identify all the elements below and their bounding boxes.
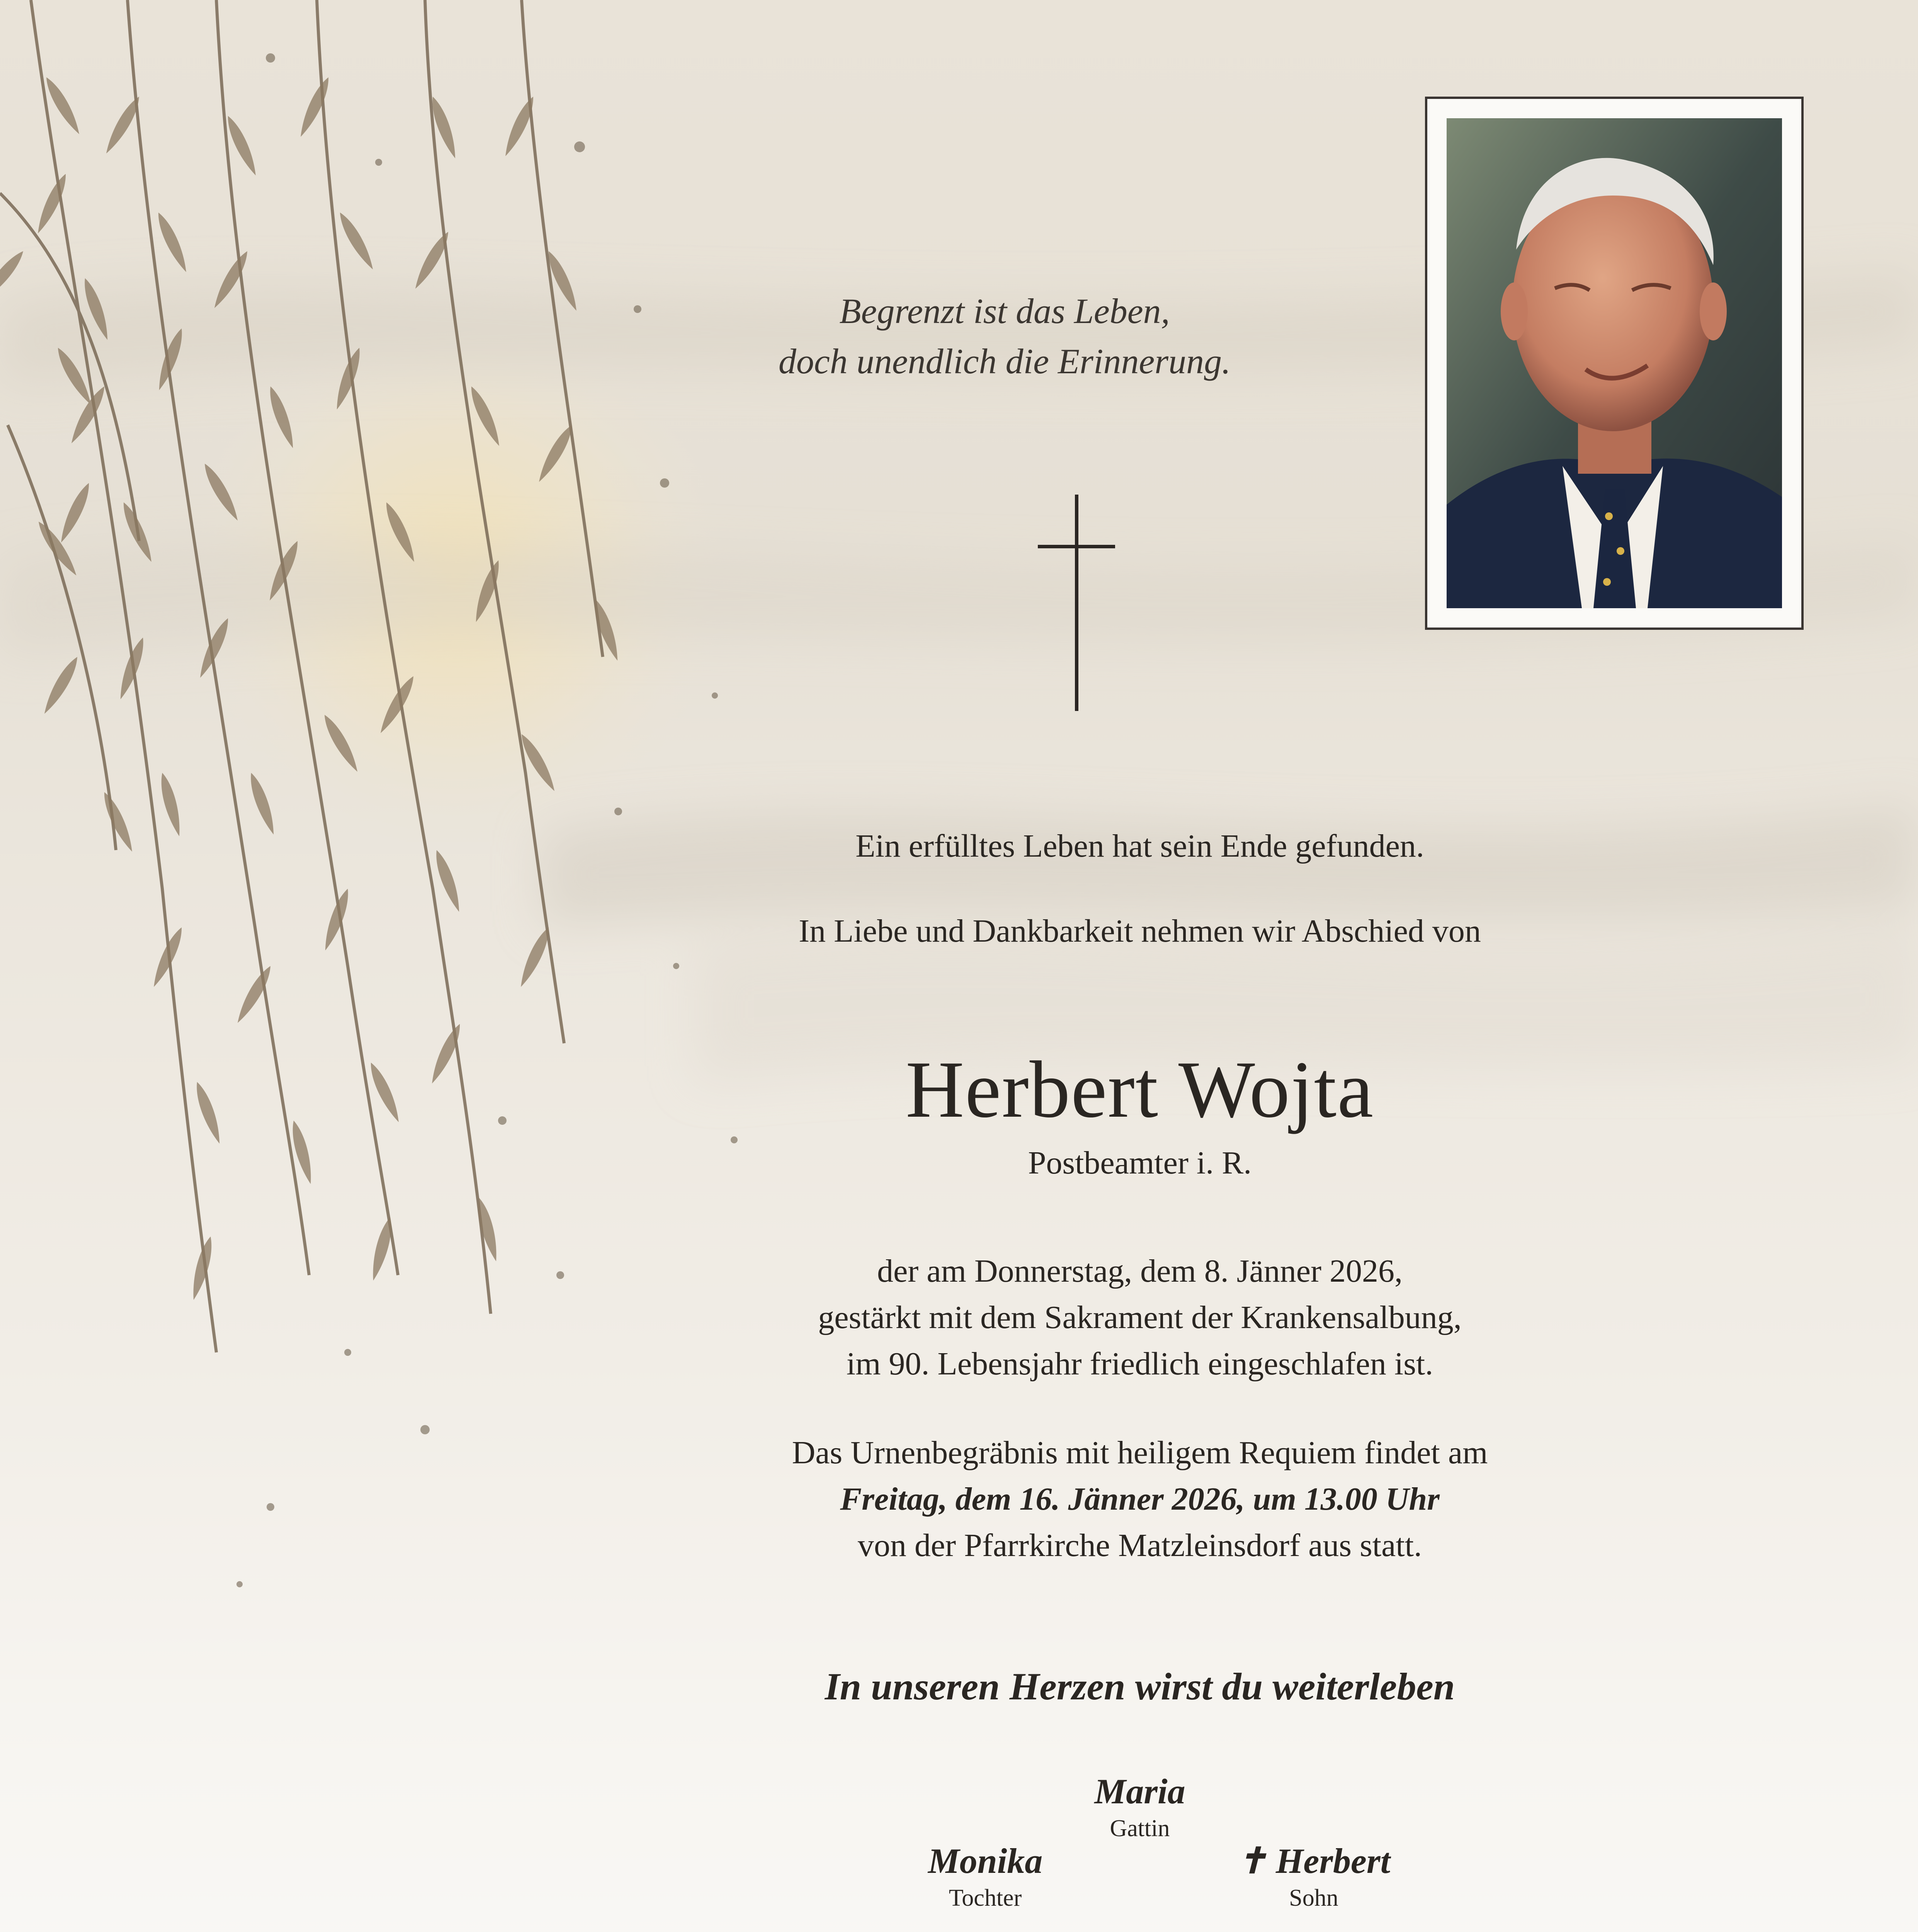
cross-icon — [1038, 495, 1115, 711]
intro-abschied — [638, 908, 1642, 954]
quote-line-1: Begrenzt ist das Leben, — [839, 291, 1170, 331]
quote-line-2: doch unendlich die Erinnerung. — [778, 342, 1231, 381]
deceased-name: Herbert Wojta — [905, 1045, 1374, 1134]
funeral-line-3: von der Pfarrkirche Matzleinsdorf aus statt. — [857, 1527, 1422, 1563]
death-notice — [638, 1248, 1642, 1387]
intro-line-2: In Liebe und Dankbarkeit nehmen wir Abschied von — [799, 913, 1481, 949]
daughter-relation: Tochter — [949, 1885, 1022, 1911]
death-line-3: im 90. Lebensjahr friedlich eingeschlafen ist. — [846, 1346, 1433, 1382]
mourners-heading: In unseren Herzen wirst du weiterleben — [825, 1665, 1455, 1708]
mourner-daughter — [811, 1839, 1159, 1913]
wife-relation: Gattin — [1110, 1815, 1170, 1842]
mourner-wife — [638, 1770, 1642, 1844]
son-name: ✝ Herbert — [1237, 1841, 1391, 1881]
intro — [638, 823, 1642, 869]
funeral-date: Freitag, dem 16. Jänner 2026, um 13.00 Uhr — [840, 1481, 1440, 1517]
portrait-frame — [1425, 97, 1804, 630]
funeral-line-1: Das Urnenbegräbnis mit heiligem Requiem findet am — [792, 1435, 1488, 1471]
death-line-2: gestärkt mit dem Sakrament der Krankensalbung, — [818, 1299, 1462, 1335]
death-line-1: der am Donnerstag, dem 8. Jänner 2026, — [877, 1253, 1403, 1289]
quote — [657, 286, 1352, 386]
wife-name: Maria — [1094, 1772, 1185, 1811]
mourner-son — [1140, 1839, 1488, 1913]
portrait-photo — [1447, 118, 1782, 608]
son-relation: Sohn — [1289, 1885, 1338, 1911]
intro-line-1: Ein erfülltes Leben hat sein Ende gefunden. — [855, 828, 1424, 864]
funeral-notice — [638, 1430, 1642, 1569]
daughter-name: Monika — [928, 1841, 1043, 1881]
deceased-title: Postbeamter i. R. — [1028, 1145, 1252, 1181]
